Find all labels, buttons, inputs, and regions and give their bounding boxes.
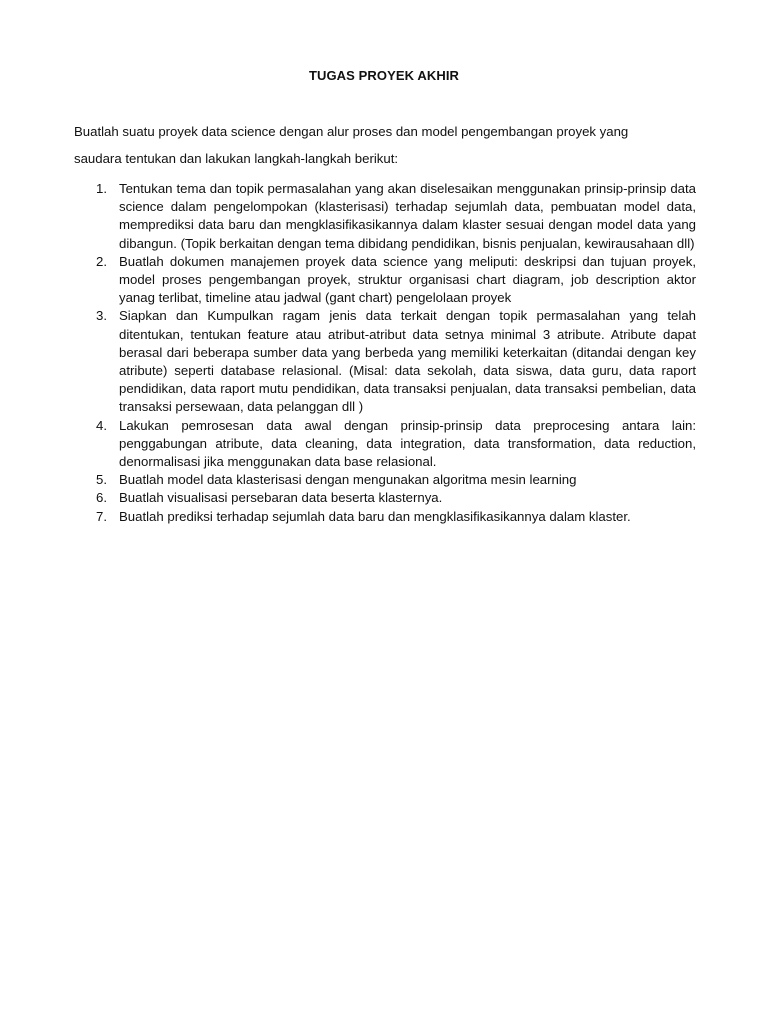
list-item [74,508,696,526]
list-item-text: Tentukan tema dan topik permasalahan yang akan diselesaikan menggunakan prinsip-prinsip data science dalam pengelompokan (klasterisasi) terhadap sejumlah data, pembuatan model data, memprediksi data baru dan mengklasifikasikannya dalam klaster sesuai dengan model data yang dibangun. (Topik berkaitan dengan tema dibidang pendidikan, bisnis penjualan, kewirausahaan dll) [119,181,696,251]
list-item [74,417,696,472]
list-item-number: 6. [96,490,107,506]
list-item-text: Buatlah model data klasterisasi dengan mengunakan algoritma mesin learning [119,472,577,488]
list-item [74,471,696,489]
list-item-text: Buatlah dokumen manajemen proyek data science yang meliputi: deskripsi dan tujuan proyek, model proses pengembangan proyek, struktur organisasi chart diagram, job description aktor yanag terlibat, timeline atau jadwal (gant chart) pengelolaan proyek [119,253,696,306]
list-item [74,180,696,253]
list-item [74,307,696,416]
document-title: TUGAS PROYEK AKHIR [308,68,460,83]
list-item-text: Siapkan dan Kumpulkan ragam jenis data terkait dengan topik permasalahan yang telah ditentukan, tentukan feature atau atribut-atribut data setnya minimal 3 atribute. Atribute dapat berasal dari beberapa sumber data yang berbeda yang memiliki keterkaitan (ditandai dengan key atribute) seperti database relasional. (Misal: data sekolah, data siswa, data guru, data raport pendidikan, data raport mutu pendidikan, data transaksi penjualan, data transaksi pembelian, data transaksi persewaan, data pelanggan dll ) [119,308,696,415]
list-item-text: Buatlah prediksi terhadap sejumlah data baru dan mengklasifikasikannya dalam klaster. [119,508,631,524]
list-item-number: 1. [96,181,107,196]
list-item-text: Buatlah visualisasi persebaran data beserta klasternya. [119,490,443,506]
list-item-number: 2. [96,253,107,269]
task-list [74,180,696,526]
list-item-text: Lakukan pemrosesan data awal dengan prinsip-prinsip data preprocesing antara lain: penggabungan atribute, data cleaning, data integration, data transformation, data reduction, denormalisasi jika menggunakan data base relasional. [119,417,696,470]
list-item [74,253,696,308]
list-item-number: 3. [96,308,107,324]
intro-line-1: Buatlah suatu proyek data science dengan alur proses dan model pengembangan proyek yang [74,124,629,139]
list-item-number: 5. [96,472,107,488]
list-item-number: 7. [96,508,107,524]
list-item-number: 4. [96,417,107,433]
list-item [74,489,696,507]
intro-line-2: saudara tentukan dan lakukan langkah-langkah berikut: [74,151,399,166]
